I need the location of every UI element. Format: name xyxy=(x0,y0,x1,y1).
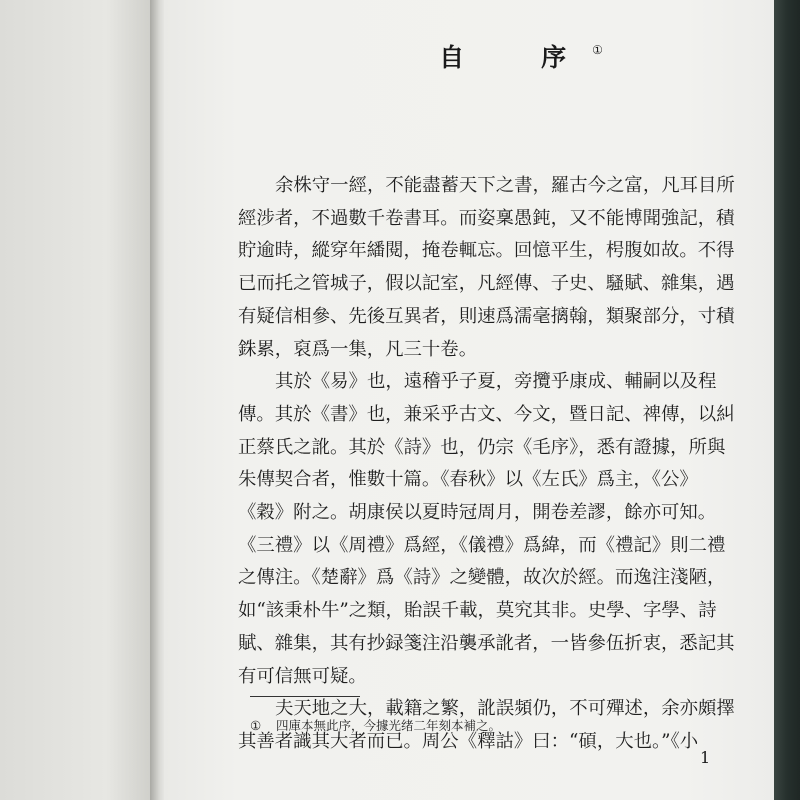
text-line: 經涉者，不過數千卷書耳。而姿稟愚鈍，又不能博聞強記，積 xyxy=(238,207,735,229)
footnote-rule xyxy=(250,696,360,697)
text-line: 正蔡氏之訛。其於《詩》也，仍宗《毛序》，悉有證據，所與 xyxy=(238,436,726,458)
text-line: 已而托之管城子，假以記室，凡經傳、子史、騷賦、雜集，遇 xyxy=(238,273,735,295)
text-line: 傳。其於《書》也，兼采乎古文、今文，暨日記、禆傳，以糾 xyxy=(238,403,735,425)
text-line: 有可信無可疑。 xyxy=(238,665,367,687)
text-line: 其於《易》也，遠稽乎子夏，旁攬乎康成、輔嗣以及程 xyxy=(275,371,717,393)
text-line: 銖累，裒爲一集，凡三十卷。 xyxy=(238,338,478,360)
left-page xyxy=(0,0,152,800)
title-note-mark: ① xyxy=(592,43,603,57)
footnote-text: 四庫本無此序，今據光绪二年刻本補之。 xyxy=(276,718,502,733)
text-line: 余株守一經，不能盡蓄天下之書，羅古今之富，凡耳目所 xyxy=(275,175,735,196)
text-line: 《三禮》以《周禮》爲經，《儀禮》爲緯，而《禮記》則二禮 xyxy=(238,534,726,556)
text-line: 《穀》附之。胡康侯以夏時冠周月，開卷差謬，餘亦可知。 xyxy=(238,502,717,524)
text-line: 之傳注。《楚辭》爲《詩》之變體，故次於經。而逸注淺陋， xyxy=(238,567,726,589)
text-line: 有疑信相參、先後互異者，則速爲濡毫摛翰，類聚部分，寸積 xyxy=(238,305,735,327)
page-number: 1 xyxy=(700,748,711,767)
title-text: 自 序 xyxy=(439,43,593,72)
body-text xyxy=(238,170,735,759)
footnote xyxy=(250,716,501,734)
text-line: 夫天地之大，載籍之繁，訛誤頻仍，不可殫述，余亦頗擇 xyxy=(275,698,735,720)
paragraph-2 xyxy=(238,366,735,693)
paragraph-1 xyxy=(238,170,735,366)
text-line: 其善者識其大者而已。周公《釋詁》曰：“碩，大也。”《小 xyxy=(238,730,699,752)
page-title xyxy=(421,38,621,74)
book-cover-edge xyxy=(774,0,800,800)
right-page xyxy=(164,0,774,800)
footnote-mark: ① xyxy=(250,718,262,733)
text-line: 貯逾時，縱穿年繙閱，掩卷輒忘。回憶平生，枵腹如故。不得 xyxy=(238,240,735,262)
text-line: 朱傳契合者，惟數十篇。《春秋》以《左氏》爲主，《公》 xyxy=(238,469,698,491)
text-line: 如“該秉朴牛”之類，貽誤千載，莫究其非。史學、字學、詩 xyxy=(238,600,717,622)
text-line: 賦、雜集，其有抄録箋注沿襲承訛者，一皆參伍折衷，悉記其 xyxy=(238,632,735,654)
